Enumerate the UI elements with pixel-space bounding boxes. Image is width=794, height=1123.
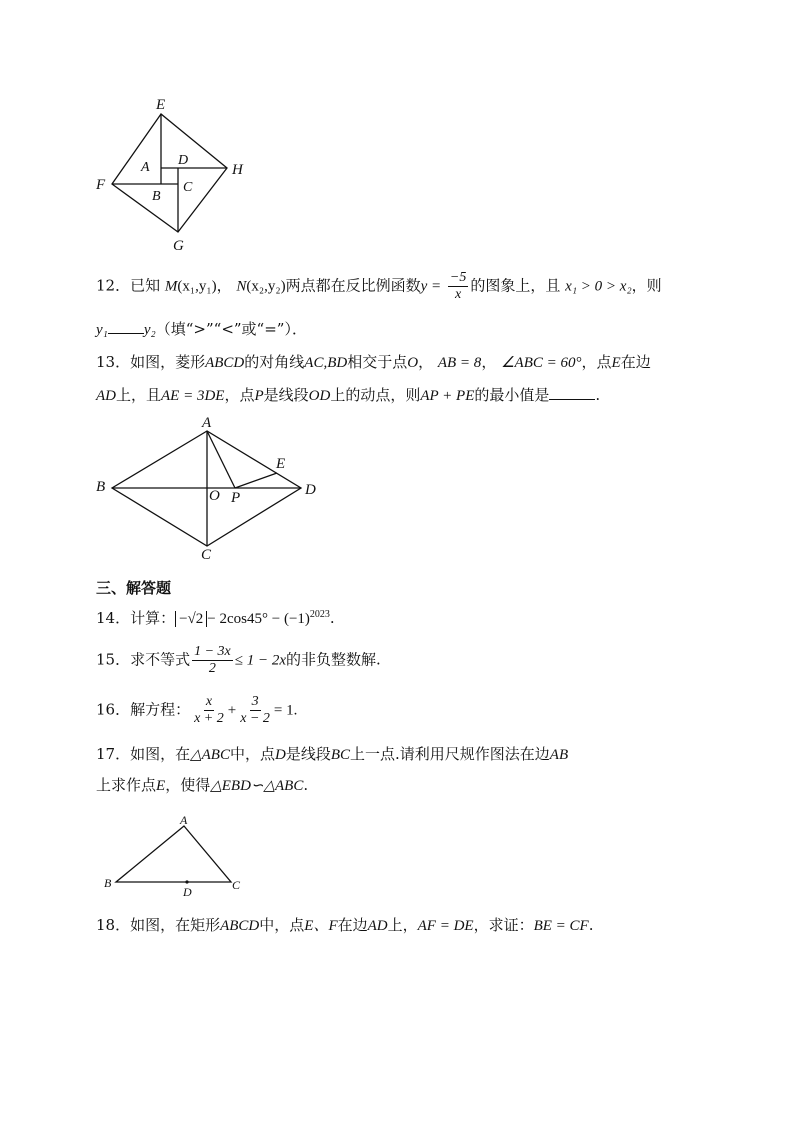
q18-t4: 上， xyxy=(387,916,418,934)
q12-condition: x₁ > 0 > x₂ xyxy=(565,278,632,295)
q14-expr: − 2cos45° − (−1) xyxy=(207,611,310,627)
figure-rhombus-abcd xyxy=(90,414,330,564)
q15-frac-den: 2 xyxy=(208,661,216,676)
q12-answer-blank[interactable] xyxy=(108,319,144,334)
point-n: N xyxy=(236,278,247,295)
q14-abs: −√2 xyxy=(175,611,207,627)
q12-frac-den: x xyxy=(455,287,462,302)
q17-sim: △EBD∽△ABC xyxy=(210,778,304,794)
q17-end: . xyxy=(303,776,309,794)
q12-fraction xyxy=(448,270,468,303)
q12-y-eq: y = xyxy=(420,278,442,295)
label-b3: B xyxy=(104,876,112,890)
question-12-line2 xyxy=(96,318,307,341)
label-b2: B xyxy=(96,479,106,495)
q15-rhs: ≤ 1 − 2x xyxy=(234,652,287,669)
q13-ap-pe: AP + PE xyxy=(420,388,475,404)
question-18 xyxy=(96,914,594,937)
q17-t6: ，使得 xyxy=(165,776,211,794)
q13-e: E xyxy=(611,355,621,371)
q18-end: . xyxy=(588,916,594,934)
question-12-line1 xyxy=(96,270,662,303)
q17-ab: AB xyxy=(549,747,569,763)
question-13-line2 xyxy=(96,384,600,407)
q13-ad: AD xyxy=(96,388,116,404)
q13-od: OD xyxy=(308,388,331,404)
q16-fraction-1 xyxy=(192,694,226,727)
q17-t5: 上求作点 xyxy=(96,776,157,794)
q13-t7: ，点 xyxy=(224,386,255,404)
q13-abcd: ABCD xyxy=(205,355,245,371)
figure-square-efgh xyxy=(88,92,258,254)
label-a: A xyxy=(141,160,150,175)
question-16 xyxy=(96,694,297,727)
q13-t10: 的最小值是 xyxy=(474,386,550,404)
label-d: D xyxy=(178,153,189,168)
q16-f2-num: 3 xyxy=(251,694,259,709)
q17-e: E xyxy=(156,778,166,794)
label-c3: C xyxy=(232,878,241,892)
q13-sep: ， xyxy=(418,353,434,371)
label-b: B xyxy=(152,189,161,204)
question-17-line1 xyxy=(96,743,568,766)
label-f: F xyxy=(96,177,106,193)
q15-fraction xyxy=(192,644,233,677)
q13-t6: 上，且 xyxy=(116,386,162,404)
question-15 xyxy=(96,644,381,677)
q18-ef: E、F xyxy=(304,918,338,934)
q17-t2: 中，点 xyxy=(229,745,275,763)
label-a3: A xyxy=(180,813,188,827)
label-g: G xyxy=(173,238,184,254)
q16-fraction-2 xyxy=(238,694,272,727)
q13-o: O xyxy=(407,355,419,371)
q12-sep: ， xyxy=(216,276,232,295)
q13-answer-blank[interactable] xyxy=(549,385,595,400)
section-heading: 三、解答题 xyxy=(96,579,172,597)
q13-ab: AB = 8 xyxy=(437,355,482,371)
q15-text2: 的非负整数解. xyxy=(286,650,381,669)
q18-t5: ，求证： xyxy=(473,916,534,934)
q13-t4: ，点 xyxy=(581,353,612,371)
question-13-line1 xyxy=(96,351,651,374)
q17-bc: BC xyxy=(330,747,351,763)
q12-y1: y₁ xyxy=(96,322,108,338)
q13-p: P xyxy=(254,388,264,404)
q16-f1-num: x xyxy=(205,694,213,709)
label-e2: E xyxy=(276,456,286,472)
q12-text2: 的图象上，且 xyxy=(470,276,561,295)
q12-frac-num: −5 xyxy=(449,270,467,285)
figure-triangle-abc xyxy=(98,812,258,902)
q16-text: 16．解方程： xyxy=(96,700,191,719)
q13-end: . xyxy=(595,386,601,404)
q18-ad: AD xyxy=(367,918,388,934)
q14-exponent: 2023 xyxy=(309,609,330,620)
q17-t4: 上一点.请利用尺规作图法在边 xyxy=(350,745,550,763)
point-n-coords: (x₂,y₂) xyxy=(246,278,286,295)
q16-f1-den: x + 2 xyxy=(194,711,224,726)
q12-text: 12．已知 xyxy=(96,276,161,295)
q13-t3: 相交于点 xyxy=(347,353,408,371)
point-m-coords: (x₁,y₁) xyxy=(177,278,217,295)
q13-t2: 的对角线 xyxy=(244,353,305,371)
q13-sep2: ， xyxy=(481,353,497,371)
q18-t3: 在边 xyxy=(337,916,368,934)
label-h: H xyxy=(232,162,243,178)
q13-angle: ∠ABC = 60° xyxy=(501,355,582,371)
label-o2: O xyxy=(209,488,220,504)
q18-abcd: ABCD xyxy=(220,918,260,934)
question-14 xyxy=(96,604,335,630)
q15-frac-num: 1 − 3x xyxy=(194,644,231,659)
q13-t5: 在边 xyxy=(620,353,651,371)
q13-t9: 上的动点，则 xyxy=(330,386,421,404)
q14-text: 14．计算： xyxy=(96,609,176,627)
q18-t2: 中，点 xyxy=(259,916,305,934)
q17-d: D xyxy=(274,747,286,763)
q16-rhs: = 1. xyxy=(273,702,298,719)
q17-t3: 是线段 xyxy=(285,745,331,763)
label-p2: P xyxy=(231,490,241,506)
q15-text: 15．求不等式 xyxy=(96,650,191,669)
label-c: C xyxy=(183,180,193,195)
q12-text3: ，则 xyxy=(631,276,662,295)
label-d2: D xyxy=(305,482,316,498)
q12-hint: （填“>”“<”或“=”）． xyxy=(155,320,307,338)
q13-ae: AE = 3DE xyxy=(161,388,225,404)
q13-t8: 是线段 xyxy=(263,386,309,404)
q17-tri: △ABC xyxy=(190,747,230,763)
q16-f2-den: x − 2 xyxy=(240,711,270,726)
label-e: E xyxy=(156,97,166,113)
label-c2: C xyxy=(201,547,212,563)
point-m: M xyxy=(164,278,178,295)
label-d3: D xyxy=(183,885,192,899)
q18-af-de: AF = DE xyxy=(417,918,474,934)
q12-y2: y₂ xyxy=(143,322,156,338)
q13-t1: 13．如图，菱形 xyxy=(96,353,206,371)
q17-t1: 17．如图，在 xyxy=(96,745,191,763)
q13-acbd: AC,BD xyxy=(304,355,348,371)
q14-end: . xyxy=(329,609,335,627)
question-17-line2 xyxy=(96,774,308,797)
q18-be-cf: BE = CF xyxy=(533,918,589,934)
q18-t1: 18．如图，在矩形 xyxy=(96,916,221,934)
q12-text1: 两点都在反比例函数 xyxy=(285,276,421,295)
label-a2: A xyxy=(202,415,212,431)
q16-plus: + xyxy=(227,702,237,719)
